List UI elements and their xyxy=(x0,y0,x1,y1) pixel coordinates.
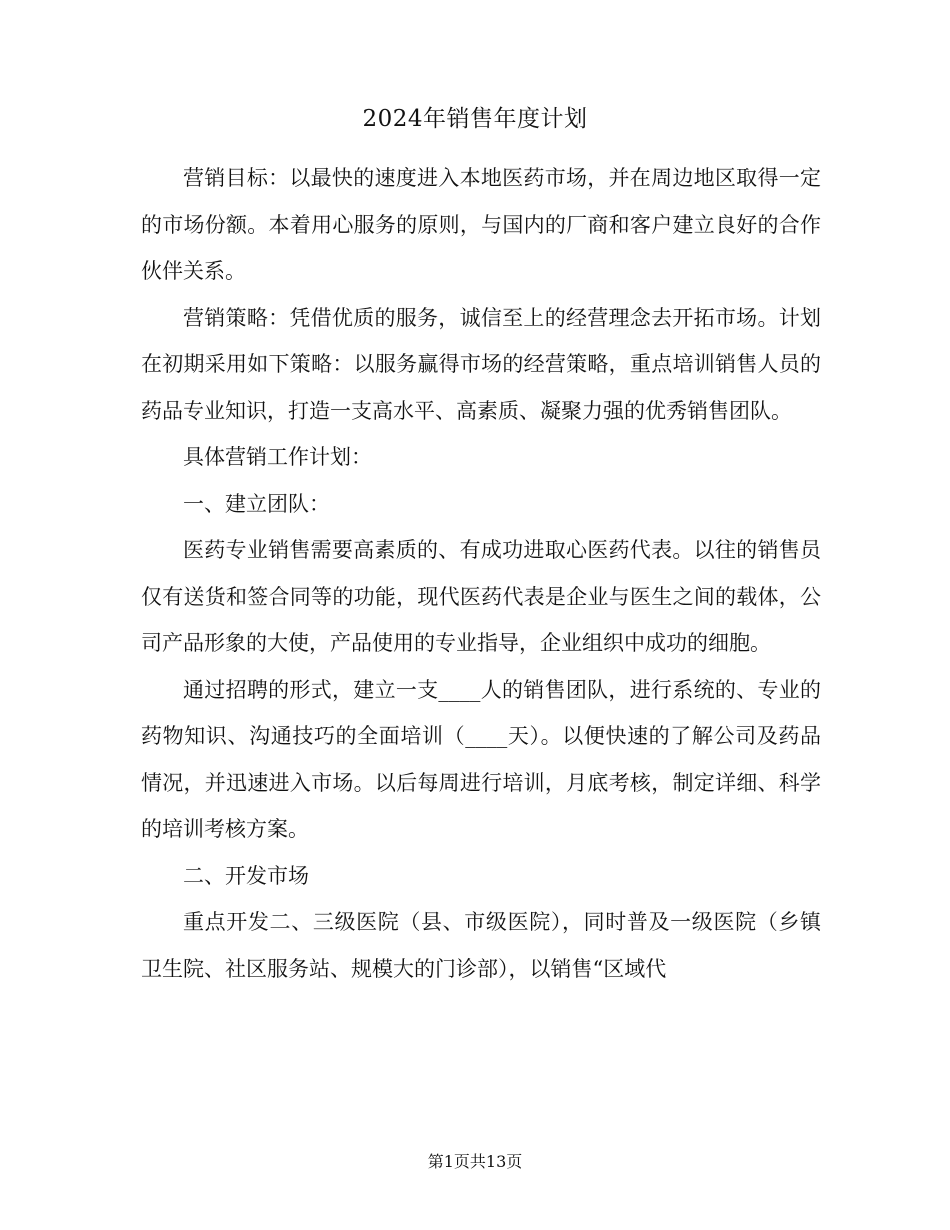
paragraph-marketing-strategy: 营销策略：凭借优质的服务，诚信至上的经营理念去开拓市场。计划在初期采用如下策略：以服务赢得市场的经营策略，重点培训销售人员的药品专业知识，打造一支高水平、高素质、凝聚力强的优秀销售团队。 xyxy=(141,305,821,423)
paragraph-marketing-goal: 营销目标：以最快的速度进入本地医药市场，并在周边地区取得一定的市场份额。本着用心服务的原则，与国内的厂商和客户建立良好的合作伙伴关系。 xyxy=(141,166,821,283)
paragraph-work-plan-heading: 具体营销工作计划： xyxy=(183,445,372,469)
paragraph-section-one-heading: 一、建立团队： xyxy=(183,491,330,516)
paragraph-market-development: 重点开发二、三级医院（县、市级医院），同时普及一级医院（乡镇卫生院、社区服务站、规模大的门诊部），以销售“区域代 xyxy=(141,910,821,981)
document-body xyxy=(141,155,821,992)
paragraph-section-two-heading: 二、开发市场 xyxy=(183,863,309,888)
page-footer: 第1页共13页 xyxy=(427,1152,523,1171)
document-title: 2024年销售年度计划 xyxy=(362,106,588,132)
paragraph-team-description: 医药专业销售需要高素质的、有成功进取心医药代表。以往的销售员仅有送货和签合同等的功能，现代医药代表是企业与医生之间的载体，公司产品形象的大使，产品使用的专业指导，企业组织中成功的细胞。 xyxy=(141,538,821,655)
paragraph-recruitment: 通过招聘的形式，建立一支____人的销售团队，进行系统的、专业的药物知识、沟通技巧的全面培训（____天）。以便快速的了解公司及药品情况，并迅速进入市场。以后每周进行培训，月底考核，制定详细、科学的培训考核方案。 xyxy=(141,677,821,841)
